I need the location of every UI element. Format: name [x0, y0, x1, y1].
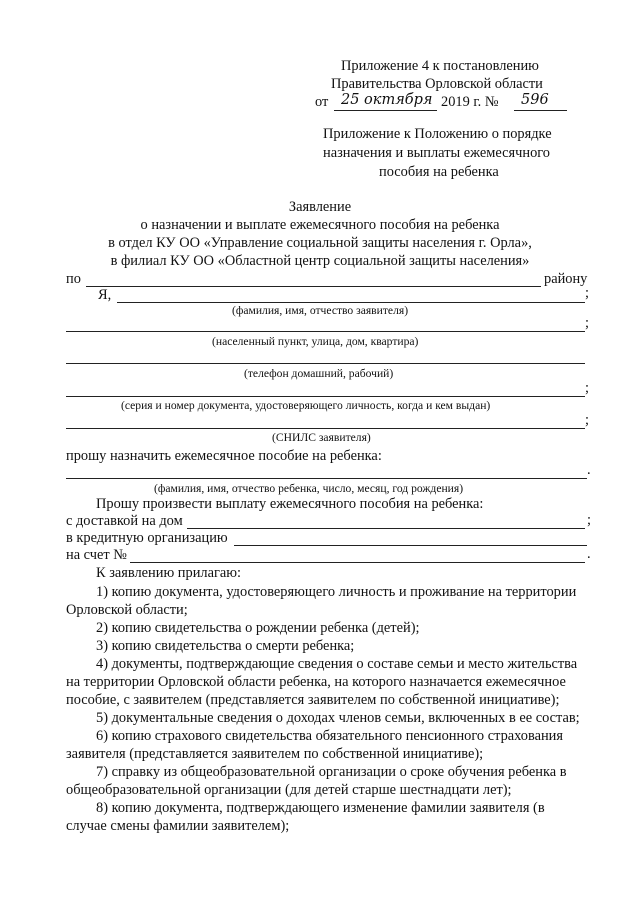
phone-field[interactable] — [66, 363, 585, 364]
account-number-field[interactable] — [130, 562, 585, 563]
semicolon: ; — [585, 380, 589, 396]
attachment-1-line-2: Орловской области; — [66, 602, 188, 618]
period: . — [587, 462, 591, 478]
semicolon: ; — [585, 412, 589, 428]
po-label: по — [66, 271, 81, 287]
district-field[interactable] — [86, 286, 541, 287]
semicolon: ; — [587, 512, 591, 528]
request-line: прошу назначить ежемесячное пособие на ребенка: — [66, 448, 382, 464]
document-title: Заявление — [288, 199, 352, 215]
appendix-line-1: Приложение к Положению о порядке — [323, 126, 552, 142]
account-label: на счет № — [66, 547, 128, 563]
header-year-number: 2019 г. № — [441, 94, 499, 110]
attachment-6-line-1: 6) копию страхового свидетельства обязательного пенсионного страхования — [96, 728, 564, 744]
attachment-6-line-2: заявителя (представляется заявителем по собственной инициативе); — [66, 746, 484, 762]
header-line-1: Приложение 4 к постановлению — [341, 58, 539, 74]
caption-document: (серия и номер документа, удостоверяющего личность, когда и кем выдан) — [121, 399, 491, 412]
document-field[interactable] — [66, 396, 585, 397]
delivery-label: с доставкой на дом — [66, 513, 183, 529]
caption-child: (фамилия, имя, отчество ребенка, число, месяц, год рождения) — [154, 482, 464, 495]
credit-org-label: в кредитную организацию — [66, 530, 228, 546]
title-line-2: о назначении и выплате ежемесячного пособия на ребенка — [140, 217, 500, 233]
attachment-8-line-2: случае смены фамилии заявителем); — [66, 818, 290, 834]
credit-org-field[interactable] — [234, 545, 587, 546]
attachment-4-line-2: на территории Орловской области ребенка, на которого назначается ежемесячное — [66, 674, 566, 690]
caption-fio: (фамилия, имя, отчество заявителя) — [232, 304, 409, 317]
snils-field[interactable] — [66, 428, 585, 429]
title-line-4: в филиал КУ ОО «Областной центр социальной защиты населения» — [110, 253, 530, 269]
caption-phone: (телефон домашний, рабочий) — [244, 367, 394, 380]
attachment-5: 5) документальные сведения о доходах членов семьи, включенных в ее состав; — [96, 710, 580, 726]
attachment-7-line-1: 7) справку из общеобразовательной организации о сроке обучения ребенка в — [96, 764, 567, 780]
handwritten-date: 25 октября — [341, 92, 433, 108]
applicant-name-field[interactable] — [117, 302, 585, 303]
semicolon: ; — [585, 285, 589, 301]
ya-label: Я, — [98, 287, 112, 303]
caption-address: (населенный пункт, улица, дом, квартира) — [212, 335, 419, 348]
address-field[interactable] — [66, 331, 585, 332]
attachment-1-line-1: 1) копию документа, удостоверяющего личность и проживание на территории — [96, 584, 577, 600]
handwritten-number: 596 — [521, 92, 549, 108]
date-underline — [334, 110, 437, 111]
attachment-4-line-1: 4) документы, подтверждающие сведения о составе семьи и место жительства — [96, 656, 578, 672]
rayon-label: району — [544, 271, 588, 287]
semicolon: ; — [585, 315, 589, 331]
header-line-2: Правительства Орловской области — [331, 76, 543, 92]
attachment-7-line-2: общеобразовательной организации (для детей старше шестнадцати лет); — [66, 782, 512, 798]
attachment-3: 3) копию свидетельства о смерти ребенка; — [96, 638, 355, 654]
attachment-8-line-1: 8) копию документа, подтверждающего изменение фамилии заявителя (в — [96, 800, 545, 816]
period: . — [587, 546, 591, 562]
delivery-field[interactable] — [187, 528, 585, 529]
header-date-prefix: от — [315, 94, 329, 110]
payment-request: Прошу произвести выплату ежемесячного пособия на ребенка: — [96, 496, 484, 512]
appendix-line-2: назначения и выплаты ежемесячного — [323, 145, 551, 161]
child-info-field[interactable] — [66, 478, 587, 479]
appendix-line-3: пособия на ребенка — [379, 164, 499, 180]
attachment-4-line-3: пособие, с заявителем (представляется заявителем по собственной инициативе); — [66, 692, 560, 708]
caption-snils: (СНИЛС заявителя) — [272, 431, 371, 444]
attachment-2: 2) копию свидетельства о рождении ребенка (детей); — [96, 620, 420, 636]
number-underline — [514, 110, 567, 111]
title-line-3: в отдел КУ ОО «Управление социальной защиты населения г. Орла», — [108, 235, 532, 251]
attachments-intro: К заявлению прилагаю: — [96, 565, 242, 581]
